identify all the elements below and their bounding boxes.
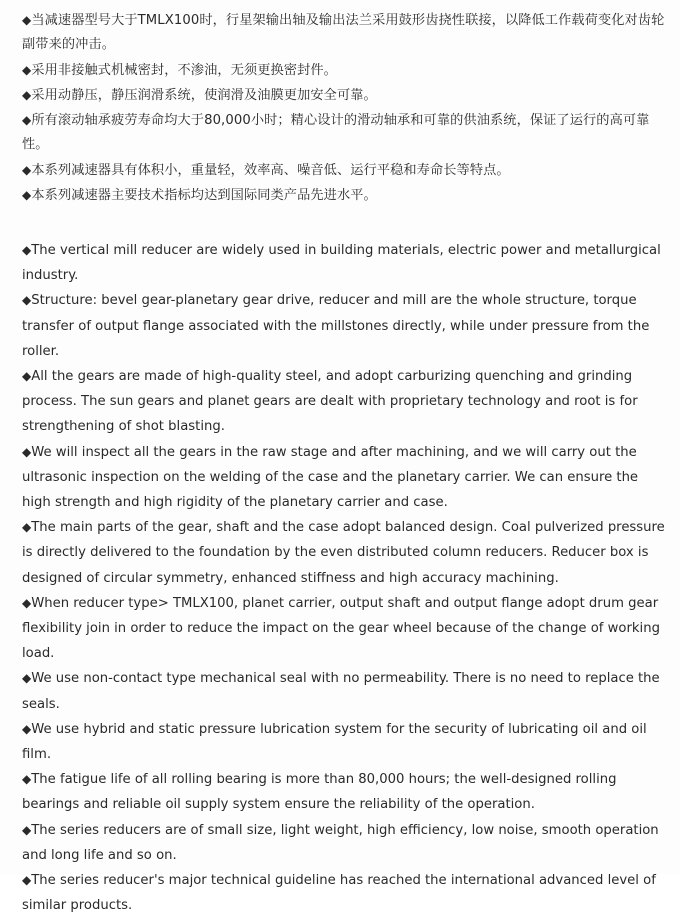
en-feature-text: We will inspect all the gears in the raw stage and after machining, and we will carry out the ultrasonic inspection on the welding of the case and the planetary carrier. We can ensure the high strength and high rigidity of the planetary carrier and case. [22, 444, 639, 511]
diamond-bullet-icon: ◆ [22, 87, 32, 102]
en-feature-item [22, 238, 668, 288]
diamond-bullet-icon: ◆ [22, 520, 32, 535]
cn-feature-text: 所有滚动轴承疲劳寿命均大于80,000小时；精心设计的滑动轴承和可靠的供油系统，保证了运行的高可靠性。 [22, 113, 650, 153]
en-feature-text: The series reducer's major technical guideline has reached the international advanced level of similar products. [22, 873, 656, 914]
en-feature-text: Structure: bevel gear-planetary gear drive, reducer and mill are the whole structure, torque transfer of output flange associated with the millstones directly, while under pressure from the roller. [22, 293, 650, 359]
en-feature-item [22, 364, 668, 440]
cn-feature-item [22, 8, 668, 58]
en-feature-item [22, 591, 668, 667]
en-feature-item [22, 666, 668, 716]
en-feature-item [22, 717, 668, 767]
english-feature-list [22, 238, 668, 918]
diamond-bullet-icon: ◆ [22, 13, 32, 27]
en-feature-text: The vertical mill reducer are widely used in building materials, electric power and metallurgical industry. [22, 243, 661, 284]
diamond-bullet-icon: ◆ [22, 822, 32, 837]
diamond-bullet-icon: ◆ [22, 671, 32, 686]
cn-feature-item [22, 183, 668, 208]
cn-feature-item [22, 108, 668, 158]
cn-feature-item [22, 158, 668, 183]
cn-feature-text: 采用动静压，静压润滑系统，使润滑及油膜更加安全可靠。 [31, 87, 377, 103]
cn-feature-text: 本系列减速器主要技术指标均达到国际同类产品先进水平。 [31, 188, 377, 204]
en-feature-item [22, 868, 668, 918]
en-feature-text: When reducer type> TMLX100, planet carrier, output shaft and output flange adopt drum gear flexibility join in order to reduce the impact on the gear wheel because of the change of working load. [22, 595, 660, 662]
cn-feature-text: 本系列减速器具有体积小，重量轻，效率高、噪音低、运行平稳和寿命长等特点。 [31, 162, 510, 178]
en-feature-text: The fatigue life of all rolling bearing is more than 80,000 hours; the well-designed rolling bearings and reliable oil supply system ensure the reliability of the operation. [22, 772, 617, 813]
en-feature-item [22, 288, 668, 364]
diamond-bullet-icon: ◆ [22, 113, 32, 128]
diamond-bullet-icon: ◆ [22, 369, 32, 384]
en-feature-item [22, 818, 668, 868]
diamond-bullet-icon: ◆ [22, 721, 32, 736]
en-feature-item [22, 440, 668, 516]
diamond-bullet-icon: ◆ [22, 444, 32, 459]
cn-feature-text: 采用非接触式机械密封，不渗油，无须更换密封件。 [31, 62, 337, 78]
diamond-bullet-icon: ◆ [22, 243, 32, 257]
en-feature-text: All the gears are made of high-quality steel, and adopt carburizing quenching and grinding process. The sun gears and planet gears are dealt with proprietary technology and root is for strengthening of shot blasting. [22, 369, 638, 435]
cn-feature-text: 当减速器型号大于TMLX100时，行星架输出轴及输出法兰采用鼓形齿挠性联接，以降低工作载荷变化对齿轮副带来的冲击。 [22, 13, 665, 53]
en-feature-text: We use hybrid and static pressure lubrication system for the security of lubricating oil and oil film. [22, 721, 647, 763]
diamond-bullet-icon: ◆ [22, 772, 32, 787]
diamond-bullet-icon: ◆ [22, 162, 32, 177]
diamond-bullet-icon: ◆ [22, 873, 32, 888]
en-feature-text: We use non-contact type mechanical seal with no permeability. There is no need to replace the seals. [22, 671, 660, 712]
en-feature-item [22, 515, 668, 591]
diamond-bullet-icon: ◆ [22, 293, 32, 308]
diamond-bullet-icon: ◆ [22, 188, 32, 203]
diamond-bullet-icon: ◆ [22, 595, 32, 610]
chinese-feature-list [22, 8, 668, 208]
en-feature-text: The series reducers are of small size, light weight, high efficiency, low noise, smooth operation and long life and so on. [22, 822, 659, 863]
cn-feature-item [22, 58, 668, 83]
diamond-bullet-icon: ◆ [22, 62, 32, 77]
en-feature-text: The main parts of the gear, shaft and the case adopt balanced design. Coal pulverized pressure is directly delivered to the foundation by the even distributed column reducers. Reducer box is designed of circular symmetry, enhanced stiffness and high accuracy machining. [22, 520, 665, 586]
cn-feature-item [22, 83, 668, 108]
en-feature-item [22, 767, 668, 817]
